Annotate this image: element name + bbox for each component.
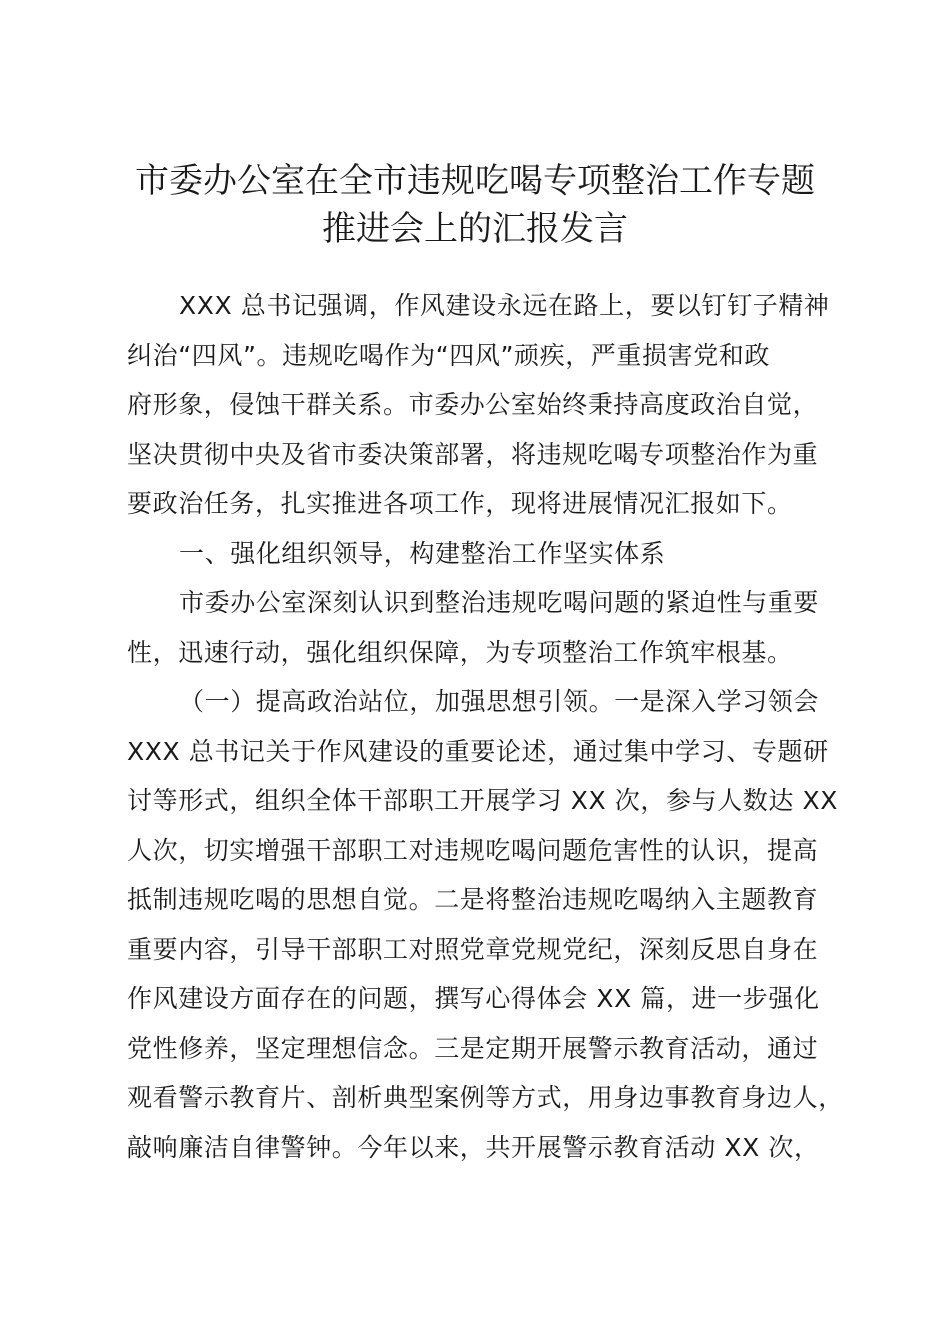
paragraph-subsection1-line: 抵制违规吃喝的思想自觉。二是将整治违规吃喝纳入主题教育: [127, 885, 819, 914]
paragraph-intro-line: 纠治“四风”。违规吃喝作为“四风”顽疾，严重损害党和政: [127, 340, 771, 370]
section-heading-1: 一、强化组织领导，构建整治工作坚实体系: [179, 538, 666, 568]
paragraph-section1-line: 市委办公室深刻认识到整治违规吃喝问题的紧迫性与重要: [179, 588, 820, 617]
paragraph-section1-line: 性，迅速行动，强化组织保障，为专项整治工作筑牢根基。: [127, 637, 793, 667]
paragraph-intro-line: 府形象，侵蚀干群关系。市委办公室始终秉持高度政治自觉，: [127, 390, 819, 419]
paragraph-subsection1-line: 重要内容，引导干部职工对照党章党规党纪，深刻反思自身在: [127, 934, 819, 964]
paragraph-subsection1-line: （一）提高政治站位，加强思想引领。一是深入学习领会: [179, 687, 820, 716]
paragraph-intro-line: XXX 总书记强调，作风建设永远在路上，要以钉钉子精神: [179, 291, 830, 320]
paragraph-subsection1-line: 人次，切实增强干部职工对违规吃喝问题危害性的认识，提高: [127, 835, 819, 865]
paragraph-subsection1-line: 观看警示教育片、剖析典型案例等方式，用身边事教育身边人，: [127, 1083, 844, 1112]
document-body: [127, 281, 847, 1172]
document-title: [100, 157, 850, 253]
paragraph-subsection1-line: XXX 总书记关于作风建设的重要论述，通过集中学习、专题研: [127, 736, 829, 766]
title-line-1: 市委办公室在全市违规吃喝专项整治工作专题: [135, 161, 815, 201]
paragraph-subsection1-line: 敲响廉洁自律警钟。今年以来，共开展警示教育活动 XX 次，: [127, 1132, 820, 1162]
paragraph-subsection1-line: 党性修养，坚定理想信念。三是定期开展警示教育活动，通过: [127, 1033, 819, 1063]
paragraph-subsection1-line: 作风建设方面存在的问题，撰写心得体会 XX 篇，进一步强化: [127, 984, 820, 1013]
title-line-2: 推进会上的汇报发言: [322, 209, 628, 249]
paragraph-intro-line: 坚决贯彻中央及省市委决策部署，将违规吃喝专项整治作为重: [127, 439, 819, 469]
paragraph-intro-line: 要政治任务，扎实推进各项工作，现将进展情况汇报如下。: [127, 489, 793, 518]
paragraph-subsection1-line: 讨等形式，组织全体干部职工开展学习 XX 次，参与人数达 XX: [127, 786, 838, 815]
